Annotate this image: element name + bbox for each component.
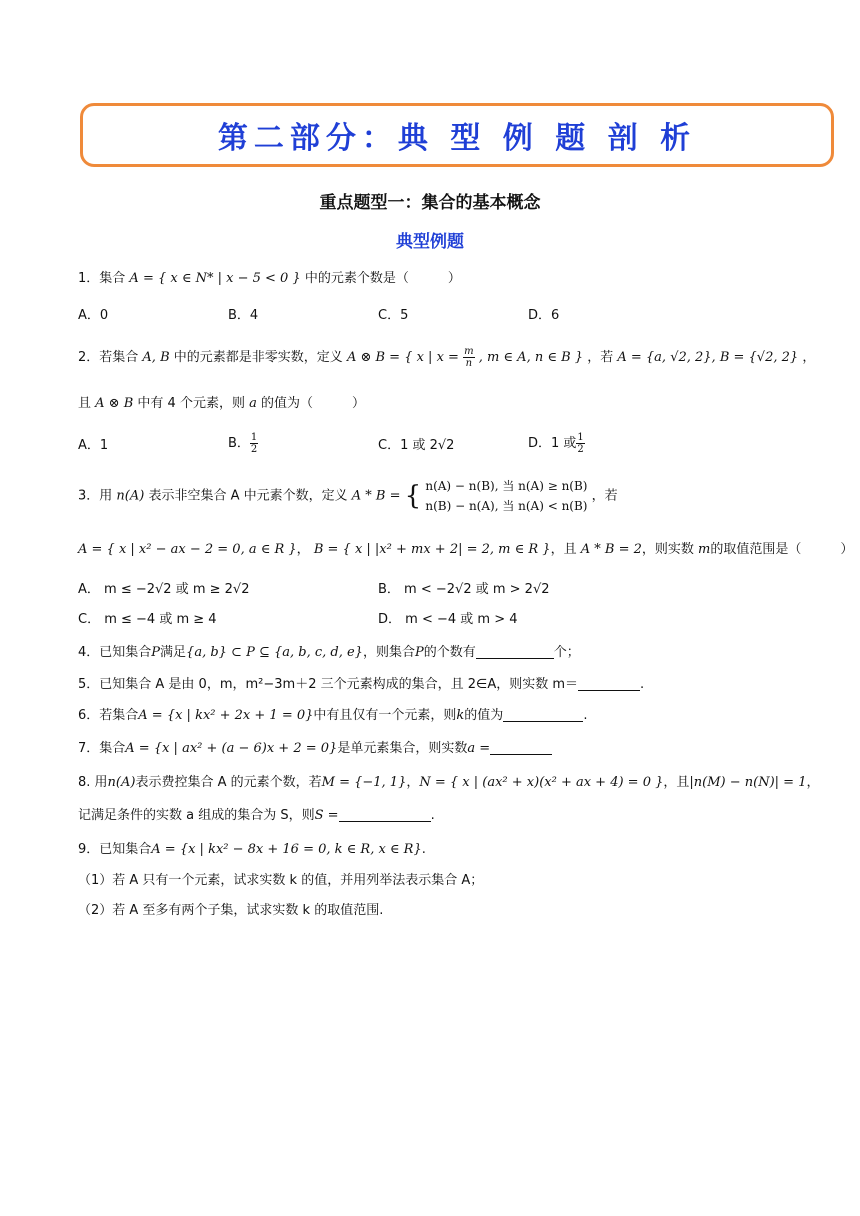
question-6 (78, 706, 587, 726)
q3-sep: ， (296, 542, 310, 557)
q5-answer-blank[interactable] (578, 676, 640, 691)
question-2 (78, 346, 815, 369)
q3-option-a: A． m ≤ −2√2 或 m ≥ 2√2 (78, 582, 250, 597)
q7-text: 7．集合 (78, 741, 126, 756)
q7-answer-blank[interactable] (490, 740, 552, 755)
q2-option-d-frac (576, 432, 584, 455)
q6-text-c: 的值为 (464, 708, 504, 723)
q1-set-expr: A = { x ∈ N* | x − 5 < 0 } (129, 271, 301, 286)
q3-line2-c: 的取值范围是（ ） (710, 542, 854, 557)
q2-option-b-den: 2 (250, 444, 258, 455)
q8-sep: ， (406, 775, 420, 790)
q2-option-d-label: D．1 或 (528, 436, 577, 451)
q3-def: A * B = (351, 488, 401, 504)
q8-cond: |n(M) − n(N)| = 1 (689, 775, 807, 790)
q4-expr: {a, b} ⊂ P ⊆ {a, b, c, d, e} (186, 645, 363, 660)
q2-text-c: ，若 (587, 350, 614, 365)
q6-expr: A = {x | kx² + 2x + 1 = 0} (138, 708, 314, 723)
q2-text-d: ， (802, 350, 816, 365)
q6-answer-blank[interactable] (503, 707, 583, 722)
q2-fraction (463, 346, 474, 369)
q2-line2-a: 且 (78, 396, 92, 411)
question-3-line-2 (78, 540, 853, 560)
q3-case-2: n(B) − n(A), 当 n(A) < n(B) (425, 499, 588, 513)
section-title: 重点题型一：集合的基本概念 (319, 193, 541, 213)
q4-text-d: 的个数有 (423, 645, 476, 660)
q2-def-right: , m ∈ A, n ∈ B } (478, 350, 584, 365)
q2-text-b: 中的元素都是非零实数，定义 (173, 350, 343, 365)
q3-set-b: B = { x | |x² + mx + 2| = 2, m ∈ R } (313, 542, 551, 557)
q2-frac-num: m (464, 346, 474, 357)
q2-option-b-frac (250, 432, 258, 455)
section-subtitle: 典型例题 (396, 232, 464, 252)
q3-line2-b: ，则实数 (641, 542, 694, 557)
q3-set-a: A = { x | x² − ax − 2 = 0, a ∈ R } (78, 542, 297, 557)
q7-text-b: 是单元素集合，则实数 (337, 741, 468, 756)
q4-var-2: P (414, 645, 424, 660)
q2-def-left: A ⊗ B = { x | x = (346, 350, 459, 365)
q3-case-1: n(A) − n(B), 当 n(A) ≥ n(B) (425, 479, 588, 493)
q8-set-n: N = { x | (ax² + x)(x² + ax + 4) = 0 } (419, 775, 664, 790)
q3-option-c: C． m ≤ −4 或 m ≥ 4 (78, 612, 217, 627)
q1-option-c: C．5 (378, 308, 409, 323)
q6-tail: . (583, 708, 588, 723)
q8-nA: n(A) (107, 775, 136, 790)
q4-text-b: 满足 (160, 645, 187, 660)
q2-option-d (528, 432, 585, 455)
q9-expr: A = {x | kx² − 8x + 16 = 0, k ∈ R, x ∈ R} (151, 842, 422, 857)
q1-text-tail: 中的元素个数是（ ） (304, 271, 461, 286)
q2-option-c: C．1 或 2√2 (378, 438, 455, 453)
q3-var: m (698, 542, 711, 557)
q3-option-b: B． m < −2√2 或 m > 2√2 (378, 582, 550, 597)
q3-cond: A * B = 2 (580, 542, 642, 557)
question-2-line-2 (78, 394, 365, 414)
question-4 (78, 643, 580, 663)
q3-line2-a: ，且 (550, 542, 577, 557)
q6-var: k (456, 708, 465, 723)
q3-nA: n(A) (116, 488, 145, 504)
q9-sub-1: （1）若 A 只有一个元素，试求实数 k 的值，并用列举法表示集合 A； (78, 873, 484, 888)
q4-text: 4．已知集合 (78, 645, 152, 660)
q6-text: 6．若集合 (78, 708, 139, 723)
q8-text: 8. 用 (78, 775, 108, 790)
q8-set-m: M = {−1, 1} (321, 775, 407, 790)
q3-brace: { (404, 481, 422, 511)
q8-line2-expr: S = (314, 808, 339, 823)
question-8 (78, 773, 820, 793)
question-9 (78, 840, 426, 860)
q7-var: a = (467, 741, 491, 756)
q1-option-b: B．4 (228, 308, 259, 323)
q4-answer-blank[interactable] (476, 644, 554, 659)
q2-option-b (228, 432, 258, 455)
q3-cases (425, 476, 587, 516)
q7-expr: A = {x | ax² + (a − 6)x + 2 = 0} (125, 741, 338, 756)
q2-given-sets: A = {a, √2, 2}, B = {√2, 2} (617, 350, 799, 365)
q6-text-b: 中有且仅有一个元素，则 (313, 708, 457, 723)
banner-title: 第二部分：典 型 例 题 剖 析 (217, 121, 697, 156)
q9-text-b: . (421, 842, 426, 857)
q5-tail: . (640, 677, 645, 692)
q2-line2-expr: A ⊗ B (95, 396, 134, 411)
q2-frac-den: n (465, 358, 473, 369)
q1-option-a: A．0 (78, 308, 109, 323)
q2-text: 2．若集合 (78, 350, 139, 365)
q8-text-d: ， (806, 775, 820, 790)
q2-line2-c: 的值为（ ） (261, 396, 366, 411)
q2-line2-var: a (249, 396, 257, 411)
q4-text-e: 个； (553, 645, 580, 660)
section-banner (80, 103, 834, 167)
q4-text-c: ，则集合 (362, 645, 415, 660)
question-8-line-2 (78, 806, 435, 826)
q8-tail: . (430, 808, 435, 823)
question-3 (78, 472, 618, 521)
q3-text-c: ，若 (591, 488, 618, 504)
q1-option-d: D．6 (528, 308, 560, 323)
q2-line2-b: 中有 4 个元素，则 (137, 396, 245, 411)
q8-text-c: ，且 (663, 775, 690, 790)
q8-line2-text: 记满足条件的实数 a 组成的集合为 S，则 (78, 808, 315, 823)
q8-answer-blank[interactable] (339, 807, 431, 822)
q2-option-b-num: 1 (250, 432, 258, 443)
q5-text: 5．已知集合 A 是由 0，m，m²−3m＋2 三个元素构成的集合，且 2∈A，则实数 m＝ (78, 677, 579, 692)
q4-var: P (151, 645, 161, 660)
q9-text: 9．已知集合 (78, 842, 152, 857)
q2-option-b-label: B． (228, 436, 250, 451)
q2-option-a: A．1 (78, 438, 109, 453)
question-1 (78, 269, 461, 289)
q2-option-d-den: 2 (577, 444, 584, 455)
q9-sub-2: （2）若 A 至多有两个子集，试求实数 k 的取值范围. (78, 903, 384, 918)
q3-text: 3．用 (78, 488, 113, 504)
q3-option-d: D． m < −4 或 m > 4 (378, 612, 518, 627)
question-7 (78, 739, 552, 759)
q8-text-b: 表示费控集合 A 的元素个数，若 (135, 775, 322, 790)
q2-sets: A, B (142, 350, 170, 365)
q3-text-b: 表示非空集合 A 中元素个数，定义 (148, 488, 348, 504)
question-5 (78, 675, 644, 695)
q2-option-d-num: 1 (577, 432, 584, 443)
q1-text: 1．集合 (78, 271, 126, 286)
